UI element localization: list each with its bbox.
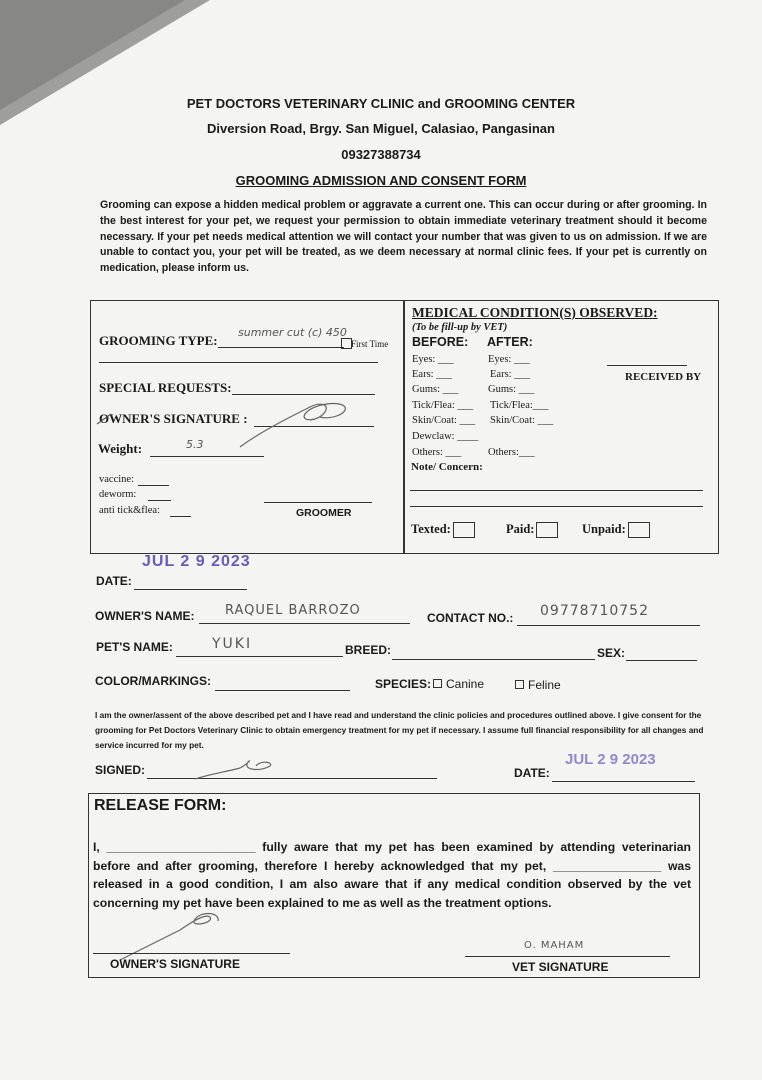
texted-checkbox[interactable] (453, 522, 475, 538)
special-requests-label: SPECIAL REQUESTS: (99, 380, 232, 395)
signed-date-stamp: JUL 2 9 2023 (565, 751, 656, 768)
before-eyes: Eyes: ___ (412, 354, 454, 365)
paid-checkbox[interactable] (536, 522, 558, 538)
first-time-label: First Time (351, 339, 389, 349)
before-ears: Ears: ___ (412, 369, 452, 380)
groomer-label: GROOMER (296, 507, 352, 519)
release-owner-signature-scribble (110, 905, 230, 965)
intro-paragraph: Grooming can expose a hidden medical problem or aggravate a current one. This can occur during or after grooming. In the best interest for your pet, we request your permission to obtain immediate veterinary treatment should it become necessary. If your pet needs medical attention we will contact your number that was given to us on admission. If we are unable to contact you, your pet will be treated, as we deem necessary at normal clinic fees. If your pet is currently on medication, please inform us. (100, 199, 707, 275)
vet-signature-label: VET SIGNATURE (512, 960, 609, 974)
feline-checkbox[interactable] (515, 680, 524, 689)
deworm-field[interactable] (148, 490, 171, 501)
species-label: SPECIES: (375, 677, 432, 691)
vet-name: O. MAHAM (524, 940, 585, 951)
unpaid-label: Unpaid: (582, 522, 626, 536)
note-concern-label: Note/ Concern: (411, 461, 483, 473)
canine-checkbox[interactable] (433, 679, 442, 688)
weight-field[interactable] (150, 442, 264, 457)
signed-signature-scribble (190, 754, 280, 784)
grooming-type-line-2[interactable] (99, 350, 378, 363)
before-skin-coat: Skin/Coat: ___ (412, 415, 476, 426)
note-line-1[interactable] (410, 478, 703, 491)
note-line-2[interactable] (410, 494, 703, 507)
before-dewclaw: Dewclaw: ____ (412, 431, 479, 442)
before-label: BEFORE: (412, 335, 469, 349)
after-eyes: Eyes: ___ (488, 354, 530, 365)
sex-label: SEX: (597, 646, 626, 660)
pet-name-label: PET'S NAME: (96, 640, 173, 654)
deworm-label: deworm: (99, 489, 137, 500)
release-form-title: RELEASE FORM: (94, 797, 227, 814)
signed-date-label: DATE: (514, 766, 550, 780)
vaccine-label: vaccine: (99, 474, 134, 485)
received-by-label: RECEIVED BY (625, 371, 702, 383)
anti-tick-label: anti tick&flea: (99, 505, 160, 516)
sex-field[interactable] (626, 645, 697, 661)
check-mark (95, 410, 115, 430)
signed-date-field[interactable] (552, 766, 695, 782)
species-canine[interactable] (433, 677, 484, 691)
owner-name-label: OWNER'S NAME: (95, 609, 195, 623)
weight-label: Weight: (98, 441, 143, 456)
before-others: Others: ___ (412, 447, 462, 458)
breed-field[interactable] (392, 644, 595, 660)
release-paragraph: I, ______________________ fully aware that my pet has been examined by attending veterinarian before and after grooming, therefore I hereby acknowledged that my pet, ________________ was released in a good condition, I am also aware that if any medical condition observed by the vet concerning my pet have been explained to me as well as the treatment options. (93, 840, 691, 910)
vet-signature-line[interactable] (465, 946, 670, 957)
unpaid-checkbox[interactable] (628, 522, 650, 538)
after-tick-flea: Tick/Flea:___ (490, 400, 549, 411)
paid-field[interactable] (506, 522, 558, 538)
after-ears: Ears: ___ (490, 369, 530, 380)
paid-label: Paid: (506, 522, 535, 536)
contact-value: 09778710752 (540, 603, 649, 619)
consent-paragraph: I am the owner/assent of the above described pet and I have read and understand the clinic policies and procedures outlined above. I give consent for the grooming for Pet Doctors Veterinary Clinic to obtain emergency treatment for my pet if necessary. I assume full financial responsibility for all changes and service incurred for my pet. (95, 710, 704, 750)
owner-signature-label: OWNER'S SIGNATURE : (99, 411, 248, 426)
release-owner-signature-label: OWNER'S SIGNATURE (110, 957, 240, 971)
weight-value: 5.3 (186, 438, 204, 451)
contact-label: CONTACT NO.: (427, 611, 514, 625)
medical-condition-title: MEDICAL CONDITION(S) OBSERVED: (412, 305, 658, 320)
texted-label: Texted: (411, 522, 451, 536)
form-title: GROOMING ADMISSION AND CONSENT FORM (235, 173, 527, 188)
clinic-name: PET DOCTORS VETERINARY CLINIC and GROOMING CENTER (186, 96, 576, 111)
groomer-signature-line[interactable] (264, 492, 372, 503)
unpaid-field[interactable] (582, 522, 650, 538)
pet-name-value: YUKI (212, 636, 253, 652)
box-divider (403, 301, 405, 553)
texted-field[interactable] (411, 522, 475, 538)
signed-label: SIGNED: (95, 763, 146, 777)
owner-name-value: RAQUEL BARROZO (225, 603, 361, 618)
received-by-line[interactable] (607, 355, 687, 366)
after-skin-coat: Skin/Coat: ___ (490, 415, 554, 426)
vaccine-field[interactable] (138, 475, 169, 486)
after-others: Others:___ (488, 447, 535, 458)
before-gums: Gums: ___ (412, 384, 459, 395)
grooming-type-value: summer cut (c) 450 (238, 326, 347, 339)
canine-label: Canine (446, 677, 485, 691)
clinic-address: Diversion Road, Brgy. San Miguel, Calasiao, Pangasinan (207, 121, 555, 136)
after-label: AFTER: (487, 335, 533, 349)
color-field[interactable] (215, 675, 350, 691)
after-gums: Gums: ___ (488, 384, 535, 395)
grooming-type-label: GROOMING TYPE: (99, 333, 218, 348)
date-field[interactable] (134, 575, 247, 590)
release-owner-signature-line[interactable] (93, 943, 290, 954)
medical-condition-subtitle: (To be fill-up by VET) (412, 322, 508, 333)
breed-label: BREED: (345, 643, 392, 657)
species-feline[interactable] (515, 678, 561, 692)
color-label: COLOR/MARKINGS: (95, 674, 211, 688)
before-tick-flea: Tick/Flea: ___ (412, 400, 474, 411)
clinic-phone: 09327388734 (341, 147, 421, 162)
pet-name-field[interactable] (176, 641, 343, 657)
date-stamp: JUL 2 9 2023 (142, 553, 251, 570)
date-label: DATE: (96, 574, 132, 588)
feline-label: Feline (528, 678, 561, 692)
anti-tick-field[interactable] (170, 506, 191, 517)
